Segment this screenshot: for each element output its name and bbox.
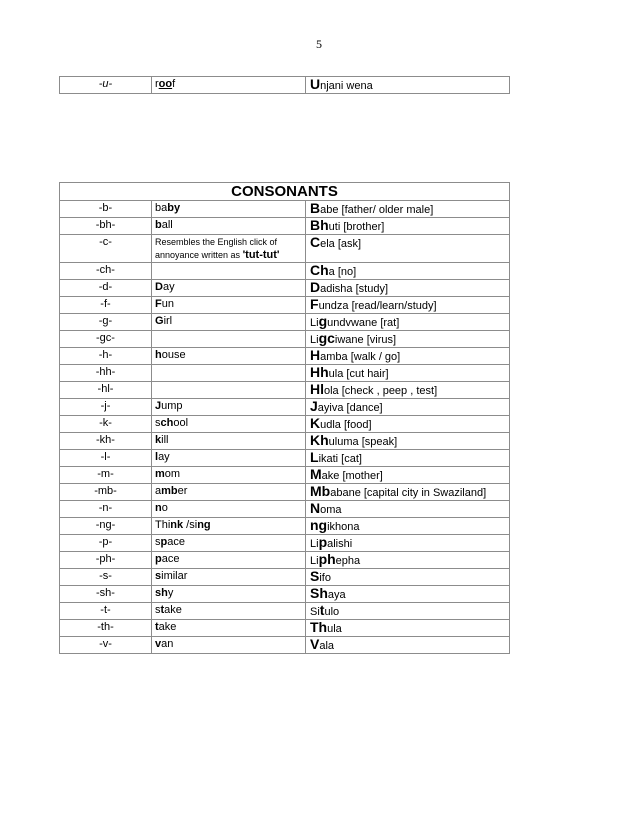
english-cell: similar [152,569,306,586]
symbol-cell: -kh- [60,433,152,450]
english-cell: roof [152,77,306,94]
table-row [60,201,510,218]
page-number: 5 [316,37,322,51]
symbol-cell: -k- [60,416,152,433]
table-row [60,637,510,654]
siswati-cell: Cha [no] [306,263,510,280]
table-row [60,552,510,569]
english-cell: Girl [152,314,306,331]
vowel-table [59,76,510,94]
symbol-cell: -b- [60,201,152,218]
table-row [60,235,510,263]
table-row [60,331,510,348]
symbol-cell: -m- [60,467,152,484]
siswati-cell: Hhula [cut hair] [306,365,510,382]
table-row [60,382,510,399]
english-cell: space [152,535,306,552]
table-row [60,399,510,416]
symbol-cell: -j- [60,399,152,416]
symbol-cell: -v- [60,637,152,654]
table-row [60,263,510,280]
table-row [60,603,510,620]
symbol-cell: -ng- [60,518,152,535]
siswati-cell: Bhuti [brother] [306,218,510,235]
siswati-cell: Vala [306,637,510,654]
symbol-cell: -ph- [60,552,152,569]
symbol-cell: -gc- [60,331,152,348]
symbol-cell: -l- [60,450,152,467]
table-row [60,501,510,518]
symbol-cell: -sh- [60,586,152,603]
table-row [60,620,510,637]
english-cell: house [152,348,306,365]
english-cell: baby [152,201,306,218]
siswati-cell: Kudla [food] [306,416,510,433]
english-cell: ball [152,218,306,235]
english-cell: amber [152,484,306,501]
table-row [60,348,510,365]
siswati-cell: Liphepha [306,552,510,569]
symbol-cell: -bh- [60,218,152,235]
table-row [60,569,510,586]
siswati-cell: ngikhona [306,518,510,535]
siswati-cell: Ligciwane [virus] [306,331,510,348]
siswati-cell: Khuluma [speak] [306,433,510,450]
siswati-cell: Likati [cat] [306,450,510,467]
siswati-cell: Make [mother] [306,467,510,484]
symbol-cell: -hh- [60,365,152,382]
symbol-cell: -u- [60,77,152,94]
symbol-cell: -s- [60,569,152,586]
table-row [60,535,510,552]
english-cell: Fun [152,297,306,314]
table-row [60,77,510,94]
table-row [60,467,510,484]
english-cell: van [152,637,306,654]
table-row [60,218,510,235]
english-cell: pace [152,552,306,569]
table-row [60,450,510,467]
siswati-cell: Hlola [check , peep , test] [306,382,510,399]
symbol-cell: -th- [60,620,152,637]
table-row [60,314,510,331]
english-cell: no [152,501,306,518]
consonants-header: CONSONANTS [60,183,510,201]
symbol-cell: -h- [60,348,152,365]
english-cell: shy [152,586,306,603]
english-cell: Day [152,280,306,297]
english-cell: stake [152,603,306,620]
siswati-cell: Unjani wena [306,77,510,94]
symbol-cell: -f- [60,297,152,314]
table-row [60,297,510,314]
english-cell [152,382,306,399]
symbol-cell: -c- [60,235,152,263]
symbol-cell: -hl- [60,382,152,399]
siswati-cell: Hamba [walk / go] [306,348,510,365]
english-cell: take [152,620,306,637]
english-cell [152,263,306,280]
symbol-cell: -ch- [60,263,152,280]
symbol-cell: -n- [60,501,152,518]
table-row [60,586,510,603]
table-row [60,280,510,297]
symbol-cell: -t- [60,603,152,620]
english-cell: lay [152,450,306,467]
siswati-cell: Situlo [306,603,510,620]
siswati-cell: Mbabane [capital city in Swaziland] [306,484,510,501]
english-cell: kill [152,433,306,450]
siswati-cell: Jayiva [dance] [306,399,510,416]
english-cell: Resembles the English click of annoyance written as 'tut-tut' [152,235,306,263]
consonants-table [59,182,510,654]
english-cell: Jump [152,399,306,416]
english-cell [152,331,306,348]
siswati-cell: Ligundvwane [rat] [306,314,510,331]
siswati-cell: Babe [father/ older male] [306,201,510,218]
english-cell: Think /sing [152,518,306,535]
siswati-cell: Cela [ask] [306,235,510,263]
table-row [60,365,510,382]
english-cell: mom [152,467,306,484]
siswati-cell: Shaya [306,586,510,603]
symbol-cell: -mb- [60,484,152,501]
table-row [60,484,510,501]
english-cell: school [152,416,306,433]
english-cell [152,365,306,382]
symbol-cell: -d- [60,280,152,297]
symbol-cell: -g- [60,314,152,331]
table-row [60,433,510,450]
table-row [60,416,510,433]
siswati-cell: Lipalishi [306,535,510,552]
siswati-cell: Noma [306,501,510,518]
siswati-cell: Fundza [read/learn/study] [306,297,510,314]
table-row [60,518,510,535]
siswati-cell: Dadisha [study] [306,280,510,297]
siswati-cell: Sifo [306,569,510,586]
siswati-cell: Thula [306,620,510,637]
symbol-cell: -p- [60,535,152,552]
